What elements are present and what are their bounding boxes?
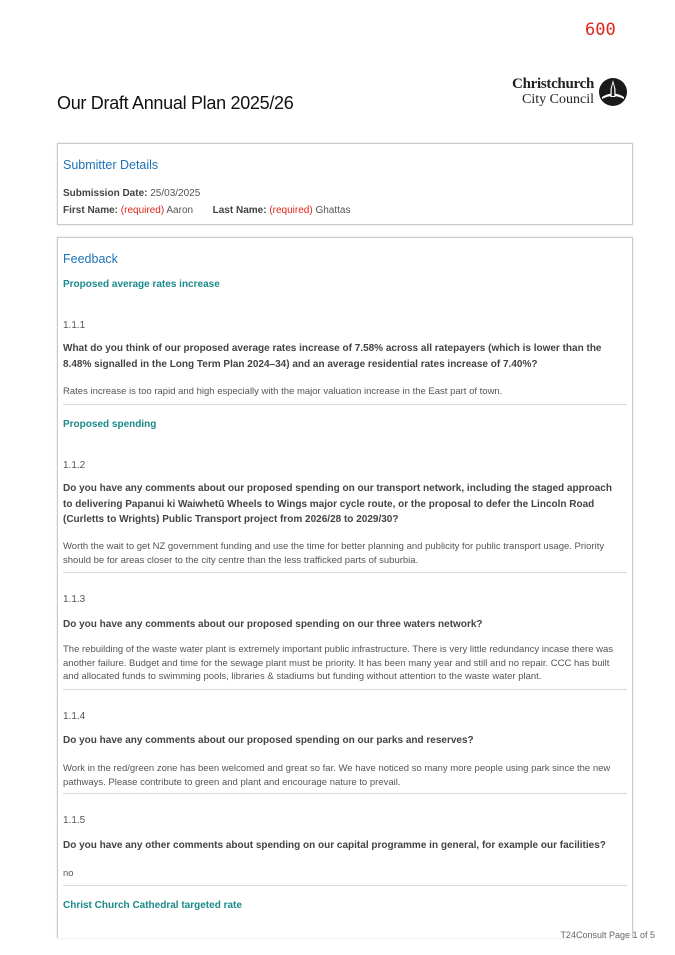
cathedral-icon: [598, 77, 628, 107]
submitter-heading: Submitter Details: [63, 158, 159, 172]
section-spending-title: Proposed spending: [63, 419, 157, 430]
answer-text: The rebuilding of the waste water plant is extremely important public infrastructure. There is very little redundancy incase there was another failure. Budget and time for the sewage plant must be priority. It has been many year and still and no repair. CCC has built and allocated funds to swimming pools, libraries & stadiums but funding without attention to the waste water plant.: [63, 644, 614, 682]
answer-text: no: [63, 868, 74, 879]
divider: [63, 793, 627, 794]
question-text: Do you have any comments about our proposed spending on our parks and reserves?: [63, 735, 474, 746]
logo-line-1: Christchurch: [512, 76, 594, 92]
question-number: 1.1.4: [63, 711, 86, 722]
divider: [63, 885, 627, 886]
last-name-label: Last Name:: [212, 205, 267, 216]
question-text: Do you have any comments about our proposed spending on our transport network, including the staged approach to delivering Papanui ki Waiwhetū Wheels to Wings major cycle route, or the proposal to defer the Lincoln Road (Curletts to Wrights) Public Transport project from 2026/28 to 2029/30?: [63, 483, 612, 525]
last-name-required: (required): [269, 205, 313, 216]
logo-line-2: City Council: [522, 92, 594, 107]
name-line: [63, 205, 351, 216]
answer-text: Rates increase is too rapid and high especially with the major valuation increase in the East part of town.: [63, 386, 503, 397]
council-logo: [500, 77, 628, 107]
page-title: Our Draft Annual Plan 2025/26: [57, 93, 294, 113]
question-text: What do you think of our proposed average rates increase of 7.58% across all ratepayers (which is lower than the 8.48% signalled in the Long Term Plan 2024–34) and an average residential rates increase of 7.40%?: [63, 343, 602, 370]
first-name-required: (required): [120, 205, 165, 216]
divider: [63, 404, 627, 405]
feedback-card: [57, 237, 633, 938]
divider: [63, 689, 627, 690]
question-number: 1.1.2: [63, 460, 86, 471]
question-number: 1.1.3: [63, 594, 86, 605]
question-number: 1.1.1: [63, 320, 86, 331]
section-cathedral-title: Christ Church Cathedral targeted rate: [63, 900, 242, 911]
section-rates-title: Proposed average rates increase: [63, 279, 220, 290]
feedback-heading: Feedback: [63, 252, 118, 266]
divider: [63, 572, 627, 573]
page-stamp-number: 600: [585, 20, 616, 40]
answer-text: Work in the red/green zone has been welcomed and great so far. We have noticed so many more people using park since the new pathways. Please contribute to green and plant and encourage nature to prevail.: [63, 763, 611, 788]
submission-date-value: 25/03/2025: [150, 188, 201, 199]
first-name-label: First Name:: [63, 205, 119, 216]
question-text: Do you have any comments about our proposed spending on our three waters network?: [63, 619, 483, 630]
submission-date-label: Submission Date:: [63, 188, 148, 199]
first-name-value: Aaron: [166, 205, 194, 216]
submitter-details-card: [57, 143, 633, 225]
submission-date-line: [63, 188, 200, 199]
last-name-value: Ghattas: [315, 205, 351, 216]
question-number: 1.1.5: [63, 815, 86, 826]
answer-text: Worth the wait to get NZ government funding and use the time for better planning and publicity for public transport usage. Priority should be for areas closer to the city centre than the less trafficked parts of suburbia.: [63, 541, 605, 566]
question-text: Do you have any other comments about spending on our capital programme in general, for example our facilities?: [63, 840, 606, 851]
page-footer: T24Consult Page 1 of 5: [560, 930, 655, 940]
